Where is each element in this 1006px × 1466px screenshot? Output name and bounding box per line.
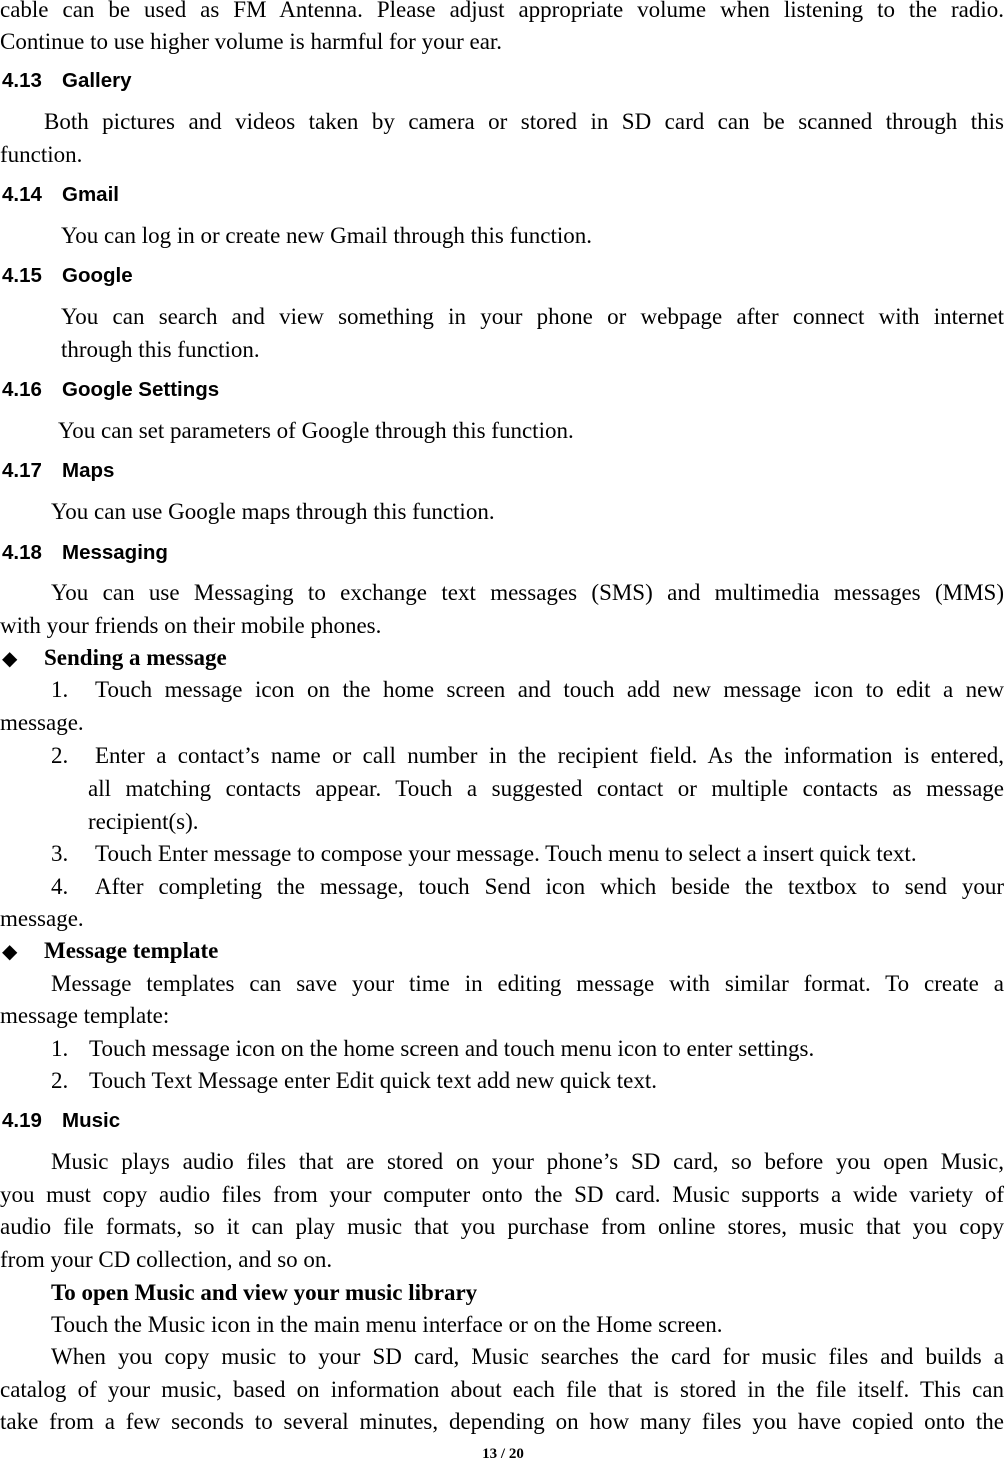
subsection-heading: Sending a message bbox=[44, 645, 227, 670]
step-line: recipient(s). bbox=[88, 809, 199, 834]
diamond-bullet-icon: ◆ bbox=[2, 646, 18, 670]
body-line: Touch the Music icon in the main menu interface or on the Home screen. bbox=[51, 1312, 723, 1337]
body-line: You can log in or create new Gmail through this function. bbox=[61, 223, 593, 248]
step-number: 1. bbox=[51, 1036, 69, 1061]
step-number: 3. bbox=[51, 841, 69, 866]
body-line: You can use Google maps through this function. bbox=[51, 499, 495, 524]
body-line: Message templates can save your time in editing message with similar format. To create a bbox=[51, 971, 1004, 996]
body-line: audio file formats, so it can play music that you purchase from online stores, music that you copy bbox=[0, 1214, 1004, 1239]
page-number: 13 / 20 bbox=[482, 1446, 524, 1462]
section-heading-gallery: 4.13 Gallery bbox=[2, 69, 132, 92]
body-line: with your friends on their mobile phones. bbox=[0, 613, 382, 638]
section-heading-google: 4.15 Google bbox=[2, 264, 133, 287]
step-line: Touch message icon on the home screen and touch menu icon to enter settings. bbox=[89, 1036, 815, 1061]
body-line: You can use Messaging to exchange text messages (SMS) and multimedia messages (MMS) bbox=[51, 580, 1004, 605]
body-line: you must copy audio files from your computer onto the SD card. Music supports a wide variety of bbox=[0, 1182, 1004, 1207]
body-line: through this function. bbox=[61, 337, 260, 362]
body-line: When you copy music to your SD card, Music searches the card for music files and builds a bbox=[51, 1344, 1004, 1369]
body-line: cable can be used as FM Antenna. Please adjust appropriate volume when listening to the radio. bbox=[0, 0, 1004, 22]
body-line: message template: bbox=[0, 1003, 170, 1028]
body-line: Both pictures and videos taken by camera or stored in SD card can be scanned through this bbox=[44, 109, 1004, 134]
section-heading-maps: 4.17 Maps bbox=[2, 459, 115, 482]
body-line: function. bbox=[0, 142, 83, 167]
section-heading-google-settings: 4.16 Google Settings bbox=[2, 378, 220, 401]
step-line: message. bbox=[0, 906, 84, 931]
step-line: Touch Text Message enter Edit quick text add new quick text. bbox=[89, 1068, 658, 1093]
diamond-bullet-icon: ◆ bbox=[2, 939, 18, 963]
step-number: 2. bbox=[51, 1068, 69, 1093]
section-heading-gmail: 4.14 Gmail bbox=[2, 183, 119, 206]
step-line: all matching contacts appear. Touch a suggested contact or multiple contacts as message bbox=[88, 776, 1004, 801]
body-line: You can set parameters of Google through this function. bbox=[58, 418, 574, 443]
body-line: from your CD collection, and so on. bbox=[0, 1247, 333, 1272]
body-line: catalog of your music, based on information about each file that is stored in the file itself. This can bbox=[0, 1377, 1004, 1402]
step-number: 4. bbox=[51, 874, 69, 899]
body-line: You can search and view something in your phone or webpage after connect with internet bbox=[61, 304, 1004, 329]
subsection-heading: To open Music and view your music library bbox=[51, 1280, 478, 1305]
subsection-heading: Message template bbox=[44, 938, 219, 963]
step-line: Touch message icon on the home screen and touch add new message icon to edit a new bbox=[95, 677, 1004, 702]
body-line: take from a few seconds to several minutes, depending on how many files you have copied onto the bbox=[0, 1409, 1004, 1434]
step-number: 1. bbox=[51, 677, 69, 702]
step-line: Enter a contact’s name or call number in the recipient field. As the information is entered, bbox=[95, 743, 1004, 768]
step-number: 2. bbox=[51, 743, 69, 768]
step-line: Touch Enter message to compose your message. Touch menu to select a insert quick text. bbox=[95, 841, 917, 866]
step-line: message. bbox=[0, 710, 84, 735]
body-line: Continue to use higher volume is harmful for your ear. bbox=[0, 29, 503, 54]
section-heading-music: 4.19 Music bbox=[2, 1109, 121, 1132]
body-line: Music plays audio files that are stored on your phone’s SD card, so before you open Music, bbox=[51, 1149, 1004, 1174]
section-heading-messaging: 4.18 Messaging bbox=[2, 541, 168, 564]
step-line: After completing the message, touch Send icon which beside the textbox to send your bbox=[95, 874, 1004, 899]
